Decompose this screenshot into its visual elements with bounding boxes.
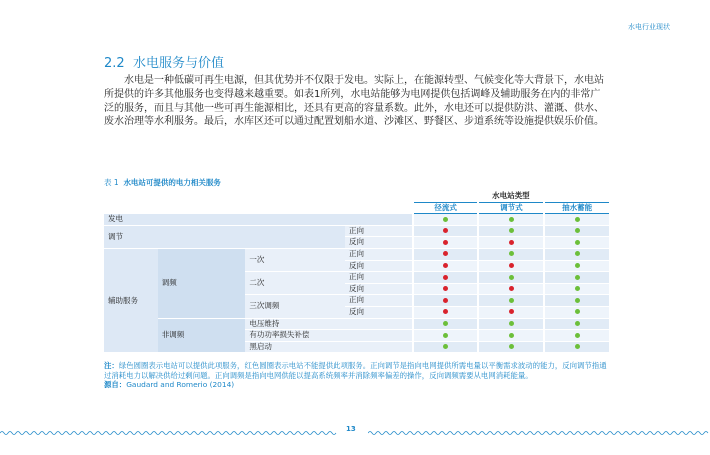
red-dot-icon	[509, 286, 514, 291]
status-cell	[544, 330, 609, 342]
direction-label: 正向	[345, 295, 413, 307]
status-cell	[478, 272, 544, 284]
status-cell	[413, 295, 479, 307]
status-cell	[544, 318, 609, 330]
red-dot-icon	[443, 275, 448, 280]
note-label: 注：	[104, 361, 119, 370]
column-header: 抽水蓄能	[544, 202, 609, 214]
green-dot-icon	[575, 263, 580, 268]
row-label: 调节	[104, 225, 345, 248]
green-dot-icon	[575, 228, 580, 233]
status-cell	[478, 330, 544, 342]
column-header: 调节式	[478, 202, 544, 214]
status-cell	[413, 306, 479, 318]
status-cell	[544, 248, 609, 260]
table-caption-prefix: 表 1	[104, 178, 119, 187]
status-cell	[478, 225, 544, 237]
green-dot-icon	[509, 228, 514, 233]
status-cell	[478, 248, 544, 260]
service-label: 二次	[245, 272, 345, 295]
status-cell	[544, 272, 609, 284]
table-row	[104, 318, 609, 330]
paragraph-text: 水电是一种低碳可再生电源，但其优势并不仅限于发电。实际上，在能源转型、气候变化等大背景下，水电站所提供的许多其他服务也变得越来越重要。如表1所列，水电站能够为电网提供包括调峰及辅助服务在内的非常广泛的服务，而且与其他一些可再生能源相比，还具有更高的容量系数。此外，水电还可以提供防洪、灌溉、供水、废水治理等水利服务。最后，水库区还可以通过配置划船水道、沙滩区、野餐区、步道系统等设施提供娱乐价值。	[104, 75, 604, 128]
green-dot-icon	[509, 321, 514, 326]
subgroup-label: 调频	[158, 248, 246, 318]
green-dot-icon	[509, 217, 514, 222]
status-cell	[478, 283, 544, 295]
direction-label: 正向	[345, 272, 413, 284]
red-dot-icon	[443, 251, 448, 256]
subgroup-label: 非调频	[158, 318, 246, 353]
green-dot-icon	[575, 286, 580, 291]
section-number: 2.2	[104, 56, 125, 71]
red-dot-icon	[443, 298, 448, 303]
status-cell	[413, 214, 479, 226]
status-cell	[413, 237, 479, 249]
status-cell	[478, 318, 544, 330]
green-dot-icon	[509, 251, 514, 256]
green-dot-icon	[575, 275, 580, 280]
status-cell	[478, 260, 544, 272]
status-cell	[413, 283, 479, 295]
page-number: 13	[346, 425, 356, 433]
status-cell	[478, 237, 544, 249]
source-text: Gaudard and Romerio (2014)	[126, 380, 235, 390]
group-header: 水电站类型	[413, 191, 609, 202]
direction-label: 反向	[345, 306, 413, 318]
table-caption	[104, 177, 221, 188]
status-cell	[413, 341, 479, 353]
red-dot-icon	[509, 263, 514, 268]
body-paragraph	[104, 74, 609, 129]
red-dot-icon	[443, 263, 448, 268]
status-cell	[413, 248, 479, 260]
green-dot-icon	[509, 298, 514, 303]
red-dot-icon	[443, 286, 448, 291]
red-dot-icon	[509, 240, 514, 245]
status-cell	[544, 295, 609, 307]
service-label: 三次调频	[245, 295, 345, 318]
service-label: 黑启动	[245, 341, 412, 353]
service-label: 一次	[245, 248, 345, 271]
status-cell	[544, 260, 609, 272]
green-dot-icon	[575, 240, 580, 245]
column-header: 径流式	[413, 202, 479, 214]
red-dot-icon	[443, 240, 448, 245]
green-dot-icon	[443, 217, 448, 222]
status-cell	[544, 237, 609, 249]
table-row	[104, 214, 609, 226]
row-label: 发电	[104, 214, 413, 226]
status-cell	[478, 341, 544, 353]
red-dot-icon	[509, 309, 514, 314]
source-label: 源自：	[104, 380, 127, 390]
footer-wave-right	[368, 430, 710, 436]
green-dot-icon	[575, 321, 580, 326]
direction-label: 反向	[345, 237, 413, 249]
note-text: 绿色圆圈表示电站可以提供此项服务，红色圆圈表示电站不能提供此项服务。正向调节是指向电网提供所需电量以平衡需求波动的能力，反向调节指通过消耗电力以解决供给过剩问题。正向调频是指向电网供能以提高系统频率并消除频率偏差的操作，反向调频需要从电网消耗能量。	[104, 361, 607, 380]
table-column-header-row	[104, 202, 609, 214]
footer-wave-left	[0, 430, 338, 436]
green-dot-icon	[443, 321, 448, 326]
green-dot-icon	[509, 275, 514, 280]
service-label: 有功功率损失补偿	[245, 330, 412, 342]
table-row	[104, 248, 609, 260]
status-cell	[478, 214, 544, 226]
section-title-text: 水电服务与价值	[132, 56, 224, 71]
table-row	[104, 225, 609, 237]
table-note	[104, 361, 609, 390]
green-dot-icon	[575, 344, 580, 349]
row-label: 辅助服务	[104, 248, 158, 352]
green-dot-icon	[575, 298, 580, 303]
direction-label: 反向	[345, 260, 413, 272]
status-cell	[544, 225, 609, 237]
green-dot-icon	[443, 344, 448, 349]
direction-label: 正向	[345, 225, 413, 237]
status-cell	[544, 283, 609, 295]
section-title	[104, 52, 224, 71]
status-cell	[544, 214, 609, 226]
red-dot-icon	[443, 309, 448, 314]
status-cell	[413, 272, 479, 284]
status-cell	[413, 318, 479, 330]
status-cell	[478, 295, 544, 307]
table-caption-title: 水电站可提供的电力相关服务	[123, 178, 221, 187]
green-dot-icon	[575, 217, 580, 222]
status-cell	[413, 330, 479, 342]
green-dot-icon	[575, 251, 580, 256]
green-dot-icon	[575, 309, 580, 314]
running-header: 水电行业现状	[628, 23, 670, 31]
direction-label: 正向	[345, 248, 413, 260]
green-dot-icon	[443, 333, 448, 338]
green-dot-icon	[575, 333, 580, 338]
green-dot-icon	[509, 344, 514, 349]
direction-label: 反向	[345, 283, 413, 295]
red-dot-icon	[443, 228, 448, 233]
service-label: 电压维持	[245, 318, 412, 330]
status-cell	[413, 260, 479, 272]
green-dot-icon	[509, 333, 514, 338]
table-group-header-row	[104, 191, 609, 202]
status-cell	[478, 306, 544, 318]
services-table	[104, 191, 609, 353]
status-cell	[544, 306, 609, 318]
status-cell	[413, 225, 479, 237]
status-cell	[544, 341, 609, 353]
